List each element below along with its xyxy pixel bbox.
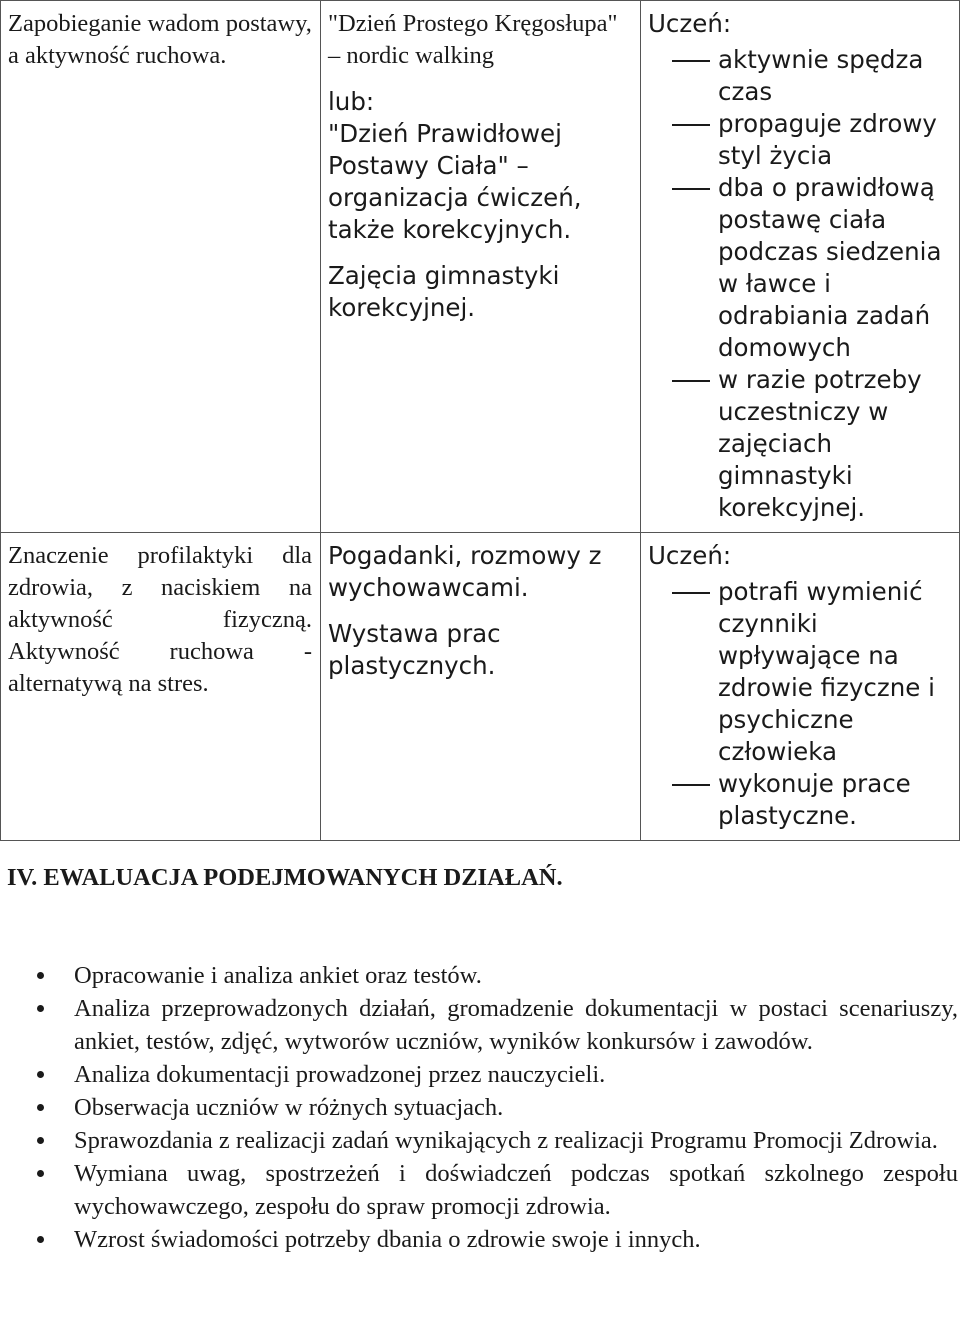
activity-paragraph: "Dzień Prostego Kręgosłupa" – nordic walking	[328, 10, 618, 69]
list-item	[648, 576, 951, 768]
student-label: Uczeń:	[648, 541, 732, 570]
list-item-text: Obserwacja uczniów w różnych sytuacjach.	[74, 1094, 504, 1121]
list-item	[648, 108, 951, 172]
bullet-icon	[37, 1071, 44, 1078]
bullet-icon	[37, 1236, 44, 1243]
list-item	[648, 768, 951, 832]
list-item-text: Analiza przeprowadzonych działań, gromadzenie dokumentacji w postaci scenariuszy, ankiet, testów, zdjęć, wytworów uczniów, wyników konkursów i zawodów.	[74, 995, 958, 1055]
topic-text: Zapobieganie wadom postawy, a aktywność ruchowa.	[8, 10, 312, 69]
list-item	[0, 1058, 958, 1091]
list-item-text: Analiza dokumentacji prowadzonej przez nauczycieli.	[74, 1061, 606, 1088]
student-label: Uczeń:	[648, 9, 732, 38]
topic-cell	[1, 1, 321, 533]
list-item	[0, 1157, 958, 1223]
activity-paragraph: lub:	[328, 87, 375, 116]
list-item	[0, 1091, 958, 1124]
activities-cell	[321, 1, 641, 533]
list-item-text: aktywnie spędza czas	[718, 45, 924, 106]
activity-paragraph: Pogadanki, rozmowy z wychowawcami.	[328, 541, 602, 602]
bullet-icon	[37, 1137, 44, 1144]
list-item-text: dba o prawidłową postawę ciała podczas siedzenia w ławce i odrabiania zadań domowych	[718, 173, 942, 362]
outcomes-list	[648, 576, 951, 832]
activity-paragraph: Wystawa prac plastycznych.	[328, 619, 501, 680]
activity-paragraph: Zajęcia gimnastyki korekcyjnej.	[328, 261, 560, 322]
dash-icon	[672, 60, 710, 62]
dash-icon	[672, 124, 710, 126]
list-item	[648, 364, 951, 524]
list-item	[0, 1223, 958, 1256]
list-item-text: Wzrost świadomości potrzeby dbania o zdrowie swoje i innych.	[74, 1226, 701, 1253]
topic-text: Znaczenie profilaktyki dla zdrowia, z naciskiem na aktywność fizyczną. Aktywność ruchowa - alternatywą na stres.	[8, 542, 312, 697]
table-row	[1, 533, 960, 841]
outcomes-cell	[641, 1, 960, 533]
list-item	[648, 44, 951, 108]
dash-icon	[672, 784, 710, 786]
activities-cell	[321, 533, 641, 841]
list-item	[0, 1124, 958, 1157]
evaluation-list	[0, 959, 958, 1256]
bullet-icon	[37, 1170, 44, 1177]
bullet-icon	[37, 1104, 44, 1111]
list-item	[0, 992, 958, 1058]
list-item-text: Opracowanie i analiza ankiet oraz testów.	[74, 962, 482, 989]
dash-icon	[672, 188, 710, 190]
dash-icon	[672, 592, 710, 594]
bullet-icon	[37, 972, 44, 979]
list-item-text: Sprawozdania z realizacji zadań wynikających z realizacji Programu Promocji Zdrowia.	[74, 1127, 938, 1154]
bullet-icon	[37, 1005, 44, 1012]
dash-icon	[672, 380, 710, 382]
table-row	[1, 1, 960, 533]
section-heading: IV. EWALUACJA PODEJMOWANYCH DZIAŁAŃ.	[7, 864, 563, 891]
list-item	[648, 172, 951, 364]
list-item-text: Wymiana uwag, spostrzeżeń i doświadczeń podczas spotkań szkolnego zespołu wychowawczego, zespołu do spraw promocji zdrowia.	[74, 1160, 958, 1220]
list-item-text: w razie potrzeby uczestniczy w zajęciach gimnastyki korekcyjnej.	[718, 365, 922, 522]
list-item-text: propaguje zdrowy styl życia	[718, 109, 937, 170]
list-item-text: wykonuje prace plastyczne.	[718, 769, 911, 830]
activity-paragraph: "Dzień Prawidłowej Postawy Ciała" – organizacja ćwiczeń, także korekcyjnych.	[328, 119, 582, 244]
list-item	[0, 959, 958, 992]
outcomes-list	[648, 44, 951, 524]
list-item-text: potrafi wymienić czynniki wpływające na zdrowie fizyczne i psychiczne człowieka	[718, 577, 935, 766]
topic-cell	[1, 533, 321, 841]
outcomes-cell	[641, 533, 960, 841]
